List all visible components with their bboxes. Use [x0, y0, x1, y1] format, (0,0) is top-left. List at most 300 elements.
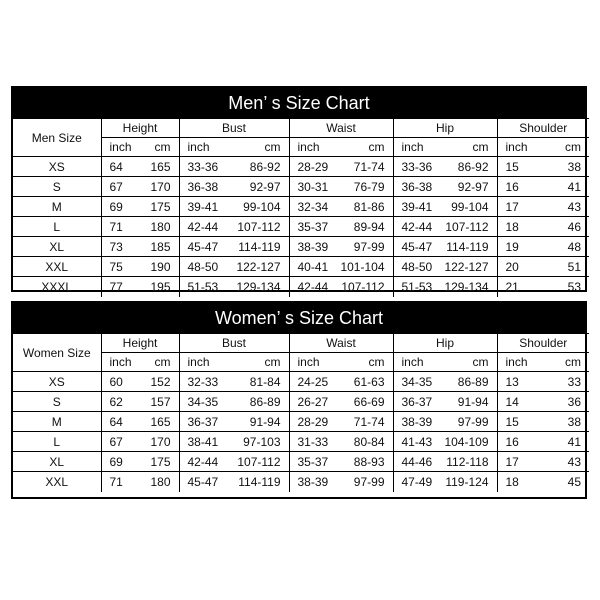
unit-pair [394, 140, 497, 154]
value-inch: 77 [109, 279, 123, 294]
unit-inch: inch [187, 355, 210, 369]
header-row [13, 119, 589, 138]
value-pair [102, 200, 179, 214]
value-inch: 14 [505, 394, 519, 409]
value-pair [102, 160, 179, 174]
men-size-chart [11, 86, 587, 292]
unit-inch: inch [505, 355, 528, 369]
value-pair [394, 200, 497, 214]
value-inch: 45-47 [187, 239, 219, 254]
value-cell [179, 197, 289, 217]
value-inch: 17 [505, 199, 519, 214]
value-pair [290, 200, 393, 214]
value-cm: 92-97 [457, 179, 489, 194]
value-pair [394, 415, 497, 429]
table-row [13, 177, 589, 197]
women-chart-title: Women’ s Size Chart [13, 303, 585, 333]
table-row [13, 157, 589, 177]
size-cell: L [13, 217, 101, 237]
value-cell [393, 452, 497, 472]
value-cm: 88-93 [353, 454, 385, 469]
value-pair [394, 435, 497, 449]
size-cell: XL [13, 452, 101, 472]
value-cm: 101-104 [340, 259, 385, 274]
value-cell [289, 177, 393, 197]
value-cm: 195 [150, 279, 171, 294]
value-inch: 38-39 [401, 414, 433, 429]
value-cm: 107-112 [341, 279, 385, 294]
unit-pair [180, 355, 289, 369]
value-pair [498, 415, 590, 429]
value-inch: 62 [109, 394, 123, 409]
value-cell [179, 257, 289, 277]
size-cell: XXL [13, 257, 101, 277]
value-cm: 97-103 [243, 434, 281, 449]
size-cell: M [13, 412, 101, 432]
value-cell [101, 472, 179, 492]
value-inch: 47-49 [401, 474, 433, 489]
value-inch: 60 [109, 374, 123, 389]
value-inch: 24-25 [297, 374, 329, 389]
value-pair [102, 435, 179, 449]
value-cell [497, 257, 589, 277]
value-pair [394, 260, 497, 274]
value-pair [180, 260, 289, 274]
value-inch: 45-47 [187, 474, 219, 489]
value-cm: 175 [150, 199, 171, 214]
unit-cm: cm [154, 140, 171, 154]
table-row [13, 197, 589, 217]
value-cell [289, 197, 393, 217]
unit-cell [289, 353, 393, 372]
value-pair [102, 280, 179, 294]
value-cm: 51 [567, 259, 581, 274]
value-cm: 38 [567, 159, 581, 174]
value-cell [179, 412, 289, 432]
unit-cm: cm [368, 140, 385, 154]
value-cell [289, 432, 393, 452]
value-pair [394, 280, 497, 294]
unit-pair [498, 140, 590, 154]
unit-inch: inch [109, 355, 132, 369]
value-pair [290, 180, 393, 194]
value-cm: 112-118 [446, 454, 489, 469]
value-pair [180, 180, 289, 194]
value-cm: 81-84 [249, 374, 281, 389]
value-pair [102, 220, 179, 234]
value-cell [497, 237, 589, 257]
unit-pair [394, 355, 497, 369]
table-row [13, 392, 589, 412]
unit-cell [393, 138, 497, 157]
value-pair [180, 220, 289, 234]
value-inch: 19 [505, 239, 519, 254]
value-inch: 33-36 [187, 159, 219, 174]
value-cm: 99-104 [451, 199, 489, 214]
unit-inch: inch [187, 140, 210, 154]
unit-inch: inch [401, 140, 424, 154]
unit-cm: cm [565, 355, 581, 369]
value-cm: 170 [150, 179, 171, 194]
value-inch: 34-35 [187, 394, 219, 409]
value-inch: 38-39 [297, 474, 329, 489]
value-pair [290, 455, 393, 469]
table-row [13, 237, 589, 257]
value-cm: 99-104 [243, 199, 281, 214]
value-inch: 20 [505, 259, 519, 274]
value-pair [290, 475, 393, 489]
unit-pair [102, 355, 179, 369]
value-cm: 86-89 [249, 394, 281, 409]
size-cell: L [13, 432, 101, 452]
value-cell [393, 432, 497, 452]
value-pair [290, 260, 393, 274]
value-pair [290, 280, 393, 294]
value-pair [498, 160, 590, 174]
value-cm: 36 [567, 394, 581, 409]
value-pair [180, 395, 289, 409]
unit-cell [179, 353, 289, 372]
size-cell: XL [13, 237, 101, 257]
value-cell [101, 197, 179, 217]
value-pair [102, 395, 179, 409]
size-column-header: Women Size [13, 334, 101, 372]
value-pair [180, 375, 289, 389]
value-cm: 104-109 [444, 434, 489, 449]
value-inch: 32-33 [187, 374, 219, 389]
value-inch: 51-53 [401, 279, 433, 294]
value-inch: 71 [109, 219, 123, 234]
value-cm: 71-74 [353, 414, 385, 429]
unit-cell [289, 138, 393, 157]
value-pair [498, 240, 590, 254]
size-cell: S [13, 392, 101, 412]
value-cm: 89-94 [353, 219, 385, 234]
women-size-chart [11, 301, 587, 499]
measure-header: Waist [289, 119, 393, 138]
value-inch: 64 [109, 414, 123, 429]
value-pair [394, 220, 497, 234]
value-pair [290, 435, 393, 449]
table-row [13, 412, 589, 432]
value-cell [101, 217, 179, 237]
unit-cm: cm [472, 355, 489, 369]
unit-inch: inch [401, 355, 424, 369]
value-cm: 175 [150, 454, 171, 469]
value-cm: 170 [150, 434, 171, 449]
value-pair [498, 260, 590, 274]
value-inch: 33-36 [401, 159, 433, 174]
value-cm: 165 [150, 414, 171, 429]
measure-header: Bust [179, 334, 289, 353]
value-cm: 41 [567, 434, 581, 449]
value-cell [393, 237, 497, 257]
value-inch: 16 [505, 179, 519, 194]
measure-header: Waist [289, 334, 393, 353]
value-cell [101, 392, 179, 412]
measure-header: Height [101, 119, 179, 138]
unit-cell [101, 138, 179, 157]
value-cell [289, 372, 393, 392]
size-cell: M [13, 197, 101, 217]
value-cell [101, 257, 179, 277]
value-cm: 129-134 [236, 279, 281, 294]
value-cm: 97-99 [457, 414, 489, 429]
value-pair [290, 395, 393, 409]
value-inch: 67 [109, 179, 123, 194]
value-inch: 18 [505, 219, 519, 234]
value-pair [180, 240, 289, 254]
value-pair [498, 200, 590, 214]
value-pair [394, 475, 497, 489]
value-inch: 35-37 [297, 219, 329, 234]
value-cell [289, 472, 393, 492]
value-cell [101, 157, 179, 177]
value-cell [101, 432, 179, 452]
unit-cell [179, 138, 289, 157]
value-pair [498, 180, 590, 194]
value-cm: 66-69 [353, 394, 385, 409]
value-inch: 39-41 [187, 199, 219, 214]
value-pair [394, 160, 497, 174]
value-cm: 92-97 [249, 179, 281, 194]
value-cm: 119-124 [445, 474, 489, 489]
value-inch: 18 [505, 474, 519, 489]
value-cell [289, 392, 393, 412]
value-pair [102, 475, 179, 489]
value-inch: 16 [505, 434, 519, 449]
value-pair [180, 475, 289, 489]
value-cell [393, 472, 497, 492]
value-inch: 21 [505, 279, 519, 294]
value-cm: 129-134 [444, 279, 489, 294]
value-inch: 41-43 [401, 434, 433, 449]
value-inch: 45-47 [401, 239, 433, 254]
value-inch: 42-44 [297, 279, 329, 294]
value-pair [290, 160, 393, 174]
unit-inch: inch [297, 355, 320, 369]
value-inch: 13 [505, 374, 519, 389]
value-cm: 53 [567, 279, 581, 294]
value-cell [497, 452, 589, 472]
value-cm: 97-99 [353, 474, 385, 489]
measure-header: Hip [393, 119, 497, 138]
value-pair [498, 475, 590, 489]
men-size-table [13, 118, 589, 297]
value-cell [179, 157, 289, 177]
value-pair [498, 455, 590, 469]
value-inch: 17 [505, 454, 519, 469]
value-inch: 36-38 [401, 179, 433, 194]
value-pair [498, 395, 590, 409]
value-cm: 81-86 [353, 199, 385, 214]
unit-cm: cm [264, 140, 281, 154]
value-pair [102, 260, 179, 274]
value-cell [101, 372, 179, 392]
size-cell: XXL [13, 472, 101, 492]
value-cm: 165 [150, 159, 171, 174]
value-pair [180, 160, 289, 174]
value-inch: 35-37 [297, 454, 329, 469]
value-cell [393, 392, 497, 412]
value-cm: 38 [567, 414, 581, 429]
value-pair [394, 240, 497, 254]
value-cell [101, 277, 179, 297]
value-cell [289, 452, 393, 472]
value-pair [498, 220, 590, 234]
value-inch: 42-44 [187, 219, 219, 234]
value-cell [497, 412, 589, 432]
men-chart-title: Men’ s Size Chart [13, 88, 585, 118]
value-cell [179, 452, 289, 472]
value-pair [102, 375, 179, 389]
value-pair [180, 200, 289, 214]
table-row [13, 257, 589, 277]
value-inch: 75 [109, 259, 123, 274]
measure-header: Bust [179, 119, 289, 138]
value-cm: 114-119 [238, 474, 281, 489]
unit-inch: inch [297, 140, 320, 154]
value-inch: 73 [109, 239, 123, 254]
value-pair [180, 455, 289, 469]
unit-cm: cm [264, 355, 281, 369]
value-cm: 180 [150, 474, 171, 489]
value-inch: 36-37 [187, 414, 219, 429]
value-inch: 38-39 [297, 239, 329, 254]
value-cm: 97-99 [353, 239, 385, 254]
value-cell [289, 237, 393, 257]
unit-cell [497, 353, 589, 372]
value-inch: 42-44 [401, 219, 433, 234]
value-cell [289, 217, 393, 237]
value-cm: 122-127 [444, 259, 489, 274]
value-pair [498, 280, 590, 294]
value-cm: 86-92 [249, 159, 281, 174]
value-cm: 86-89 [457, 374, 489, 389]
value-cell [393, 412, 497, 432]
measure-header: Shoulder [497, 119, 589, 138]
value-cm: 122-127 [236, 259, 281, 274]
value-inch: 67 [109, 434, 123, 449]
value-cm: 41 [567, 179, 581, 194]
value-inch: 36-38 [187, 179, 219, 194]
value-pair [394, 455, 497, 469]
value-cell [393, 217, 497, 237]
value-inch: 31-33 [297, 434, 329, 449]
value-cell [179, 237, 289, 257]
value-pair [498, 375, 590, 389]
value-cm: 190 [150, 259, 171, 274]
value-cell [179, 372, 289, 392]
value-cell [179, 472, 289, 492]
unit-cm: cm [472, 140, 489, 154]
value-cell [497, 157, 589, 177]
table-row [13, 432, 589, 452]
table-row [13, 472, 589, 492]
unit-cell [101, 353, 179, 372]
value-cell [101, 177, 179, 197]
value-cell [497, 472, 589, 492]
value-cell [289, 157, 393, 177]
value-inch: 64 [109, 159, 123, 174]
value-cm: 46 [567, 219, 581, 234]
value-cell [497, 432, 589, 452]
unit-cm: cm [368, 355, 385, 369]
measure-header: Shoulder [497, 334, 589, 353]
value-cell [497, 277, 589, 297]
value-pair [394, 180, 497, 194]
value-pair [290, 375, 393, 389]
value-cm: 114-119 [238, 239, 281, 254]
unit-pair [290, 355, 393, 369]
value-cm: 114-119 [446, 239, 489, 254]
unit-cell [497, 138, 589, 157]
value-inch: 42-44 [187, 454, 219, 469]
value-inch: 26-27 [297, 394, 329, 409]
value-cell [497, 392, 589, 412]
unit-pair [102, 140, 179, 154]
value-pair [394, 375, 497, 389]
value-cm: 91-94 [249, 414, 281, 429]
value-cm: 107-112 [445, 219, 489, 234]
value-cm: 33 [567, 374, 581, 389]
value-pair [498, 435, 590, 449]
value-cell [101, 412, 179, 432]
header-row [13, 334, 589, 353]
women-size-table [13, 333, 589, 492]
unit-pair [498, 355, 590, 369]
value-pair [102, 455, 179, 469]
value-cell [497, 217, 589, 237]
value-cell [497, 197, 589, 217]
table-row [13, 372, 589, 392]
value-cm: 45 [567, 474, 581, 489]
value-inch: 71 [109, 474, 123, 489]
value-inch: 28-29 [297, 414, 329, 429]
value-pair [290, 240, 393, 254]
unit-cm: cm [154, 355, 171, 369]
value-inch: 69 [109, 199, 123, 214]
value-cell [497, 372, 589, 392]
value-pair [102, 180, 179, 194]
value-inch: 40-41 [297, 259, 329, 274]
value-cell [101, 237, 179, 257]
size-cell: XXXL [13, 277, 101, 297]
value-inch: 44-46 [401, 454, 433, 469]
value-inch: 38-41 [187, 434, 219, 449]
value-cell [393, 177, 497, 197]
value-inch: 15 [505, 159, 519, 174]
value-cm: 43 [567, 454, 581, 469]
value-cm: 107-112 [237, 454, 281, 469]
value-cm: 76-79 [353, 179, 385, 194]
unit-cell [393, 353, 497, 372]
value-cell [289, 257, 393, 277]
value-pair [180, 280, 289, 294]
unit-cm: cm [565, 140, 581, 154]
value-cm: 91-94 [457, 394, 489, 409]
value-inch: 51-53 [187, 279, 219, 294]
value-cm: 86-92 [457, 159, 489, 174]
value-cm: 80-84 [353, 434, 385, 449]
value-cm: 185 [150, 239, 171, 254]
value-pair [102, 240, 179, 254]
value-cm: 48 [567, 239, 581, 254]
unit-inch: inch [109, 140, 132, 154]
value-cell [497, 177, 589, 197]
value-cm: 71-74 [353, 159, 385, 174]
value-inch: 34-35 [401, 374, 433, 389]
